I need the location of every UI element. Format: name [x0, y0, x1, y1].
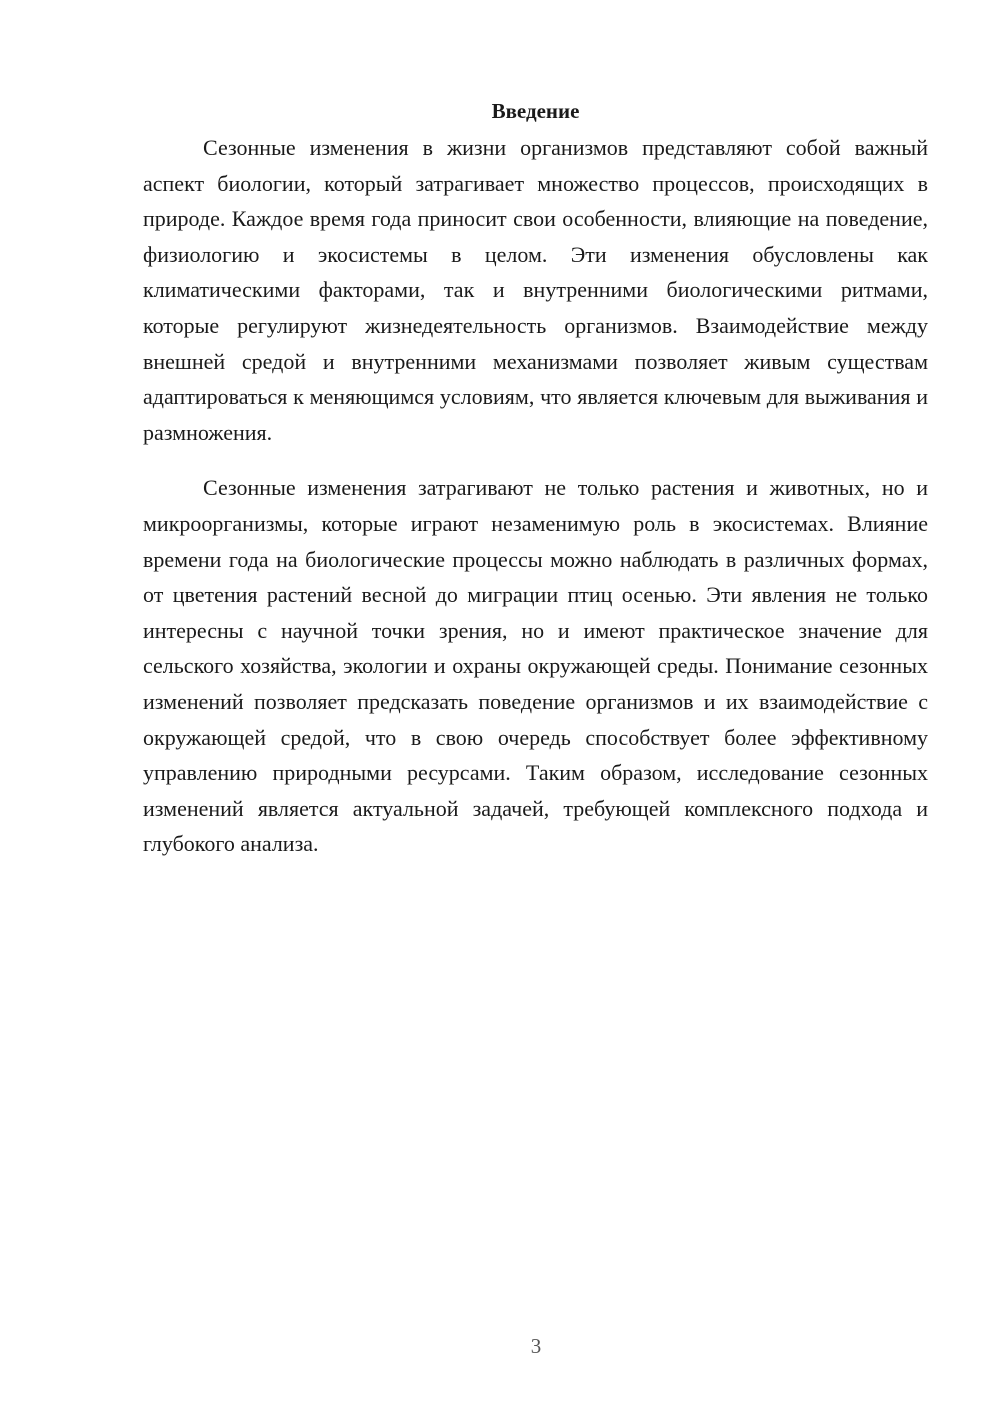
page-content — [143, 96, 928, 862]
section-heading: Введение — [491, 99, 580, 123]
paragraph-2: Сезонные изменения затрагивают не только растения и животных, но и микроорганизмы, которые играют незаменимую роль в экосистемах. Влияние времени года на биологические процессы можно наблюдать в различных формах, от цветения растений весной до миграции птиц осенью. Эти явления не только интересны с научной точки зрения, но и имеют практическое значение для сельского хозяйства, экологии и охраны окружающей среды. Понимание сезонных изменений позволяет предсказать поведение организмов и их взаимодействие с окружающей средой, что в свою очередь способствует более эффективному управлению природными ресурсами. Таким образом, исследование сезонных изменений является актуальной задачей, требующей комплексного подхода и глубокого анализа. — [143, 475, 928, 857]
paragraph-1: Сезонные изменения в жизни организмов представляют собой важный аспект биологии, который затрагивает множество процессов, происходящих в природе. Каждое время года приносит свои особенности, влияющие на поведение, физиологию и экосистемы в целом. Эти изменения обусловлены как климатическими факторами, так и внутренними биологическими ритмами, которые регулируют жизнедеятельность организмов. Взаимодействие между внешней средой и внутренними механизмами позволяет живым существам адаптироваться к меняющимся условиям, что является ключевым для выживания и размножения. — [143, 135, 928, 445]
page-number: 3 — [530, 1334, 542, 1358]
